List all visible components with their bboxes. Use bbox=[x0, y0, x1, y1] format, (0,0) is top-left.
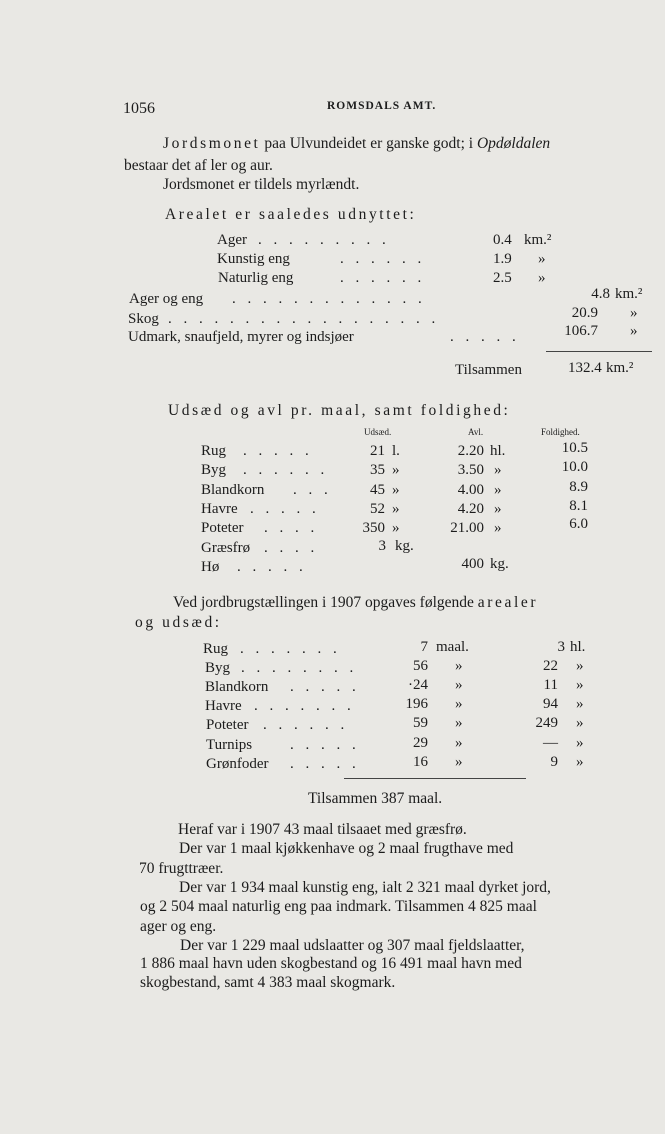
seed-avl-unit: » bbox=[494, 482, 502, 498]
intro-paragraph-2: Jordsmonet er tildels myrlændt. bbox=[163, 176, 360, 193]
census-maal: 7 bbox=[420, 639, 428, 655]
seed-fold: 10.5 bbox=[561, 440, 588, 456]
seed-label: Poteter bbox=[201, 520, 244, 536]
closing-line: skogbestand, samt 4 383 maal skogmark. bbox=[140, 974, 396, 991]
seed-udsaed: 52 bbox=[370, 501, 385, 517]
seed-avl-unit: kg. bbox=[490, 556, 509, 572]
leader-dots: . . . . . bbox=[237, 559, 307, 575]
census-hl: 22 bbox=[543, 658, 558, 674]
census-maal-unit: » bbox=[455, 696, 463, 712]
census-total-rule bbox=[344, 778, 526, 779]
leader-dots: . . . . . bbox=[290, 737, 360, 753]
area-unit: » bbox=[630, 305, 638, 321]
census-maal: 59 bbox=[413, 715, 428, 731]
census-text: Ved jordbrugstællingen i 1907 opgaves følgende bbox=[173, 594, 474, 611]
census-hl: 9 bbox=[550, 754, 558, 770]
seed-udsaed: 35 bbox=[370, 462, 385, 478]
area-sub-value: 1.9 bbox=[493, 251, 512, 267]
seed-avl: 4.00 bbox=[457, 482, 484, 498]
seed-label: Hø bbox=[201, 559, 220, 575]
leader-dots: . . . . . . bbox=[340, 251, 426, 267]
area-value: 106.7 bbox=[564, 323, 598, 339]
seed-avl-unit: » bbox=[494, 501, 502, 517]
area-total-label: Tilsammen bbox=[455, 362, 522, 378]
area-heading: Arealet er saaledes udnyttet: bbox=[165, 206, 417, 223]
closing-line: Der var 1 229 maal udslaatter og 307 maal fjeldslaatter, bbox=[180, 937, 525, 954]
seed-udsaed-unit: » bbox=[392, 482, 400, 498]
census-maal: 196 bbox=[405, 696, 428, 712]
census-label: Rug bbox=[203, 641, 229, 657]
area-total-unit: km.² bbox=[606, 360, 634, 376]
area-sub-value: 2.5 bbox=[493, 270, 512, 286]
leader-dots: . . . . . bbox=[450, 329, 520, 345]
census-maal: 16 bbox=[413, 754, 428, 770]
closing-line: Heraf var i 1907 43 maal tilsaaet med græsfrø. bbox=[178, 821, 467, 838]
page-number: 1056 bbox=[123, 100, 155, 117]
census-line-2: og udsæd: bbox=[135, 614, 222, 631]
intro-spaced-word: Jordsmonet bbox=[163, 135, 261, 152]
seed-avl-unit: hl. bbox=[490, 443, 506, 459]
seed-udsaed: 21 bbox=[370, 443, 385, 459]
seed-udsaed: 3 bbox=[378, 538, 386, 554]
leader-dots: . . . . . bbox=[290, 756, 360, 772]
leader-dots: . . . . . . bbox=[263, 717, 349, 733]
census-hl: 3 bbox=[557, 639, 565, 655]
census-maal-unit: » bbox=[455, 715, 463, 731]
seed-udsaed: 45 bbox=[370, 482, 385, 498]
seed-avl: 21.00 bbox=[450, 520, 484, 536]
leader-dots: . . . . . . . bbox=[240, 641, 341, 657]
census-label: Grønfoder bbox=[206, 756, 269, 772]
seed-avl-unit: » bbox=[494, 462, 502, 478]
census-hl-unit: » bbox=[576, 696, 584, 712]
seed-label: Havre bbox=[201, 501, 238, 517]
seed-avl: 3.50 bbox=[457, 462, 484, 478]
census-label: Havre bbox=[205, 698, 242, 714]
area-sub-label: Kunstig eng bbox=[217, 251, 290, 267]
leader-dots: . . . . . . bbox=[243, 462, 329, 478]
seed-label: Blandkorn bbox=[201, 482, 265, 498]
census-hl-unit: » bbox=[576, 677, 584, 693]
seed-udsaed: 350 bbox=[362, 520, 385, 536]
col-header-avl: Avl. bbox=[468, 427, 484, 437]
census-maal-unit: » bbox=[455, 658, 463, 674]
census-hl-unit: » bbox=[576, 715, 584, 731]
total-rule bbox=[546, 351, 652, 352]
leader-dots: . . . . . . . . . bbox=[258, 232, 390, 248]
seed-avl: 4.20 bbox=[457, 501, 484, 517]
census-hl-unit: » bbox=[576, 658, 584, 674]
census-hl: 249 bbox=[535, 715, 558, 731]
col-header-udsaed: Udsæd. bbox=[364, 427, 392, 437]
census-total: Tilsammen 387 maal. bbox=[308, 790, 443, 807]
leader-dots: . . . . . bbox=[250, 501, 320, 517]
leader-dots: . . . . . bbox=[243, 443, 313, 459]
seed-fold: 8.9 bbox=[569, 479, 588, 495]
leader-dots: . . . . bbox=[264, 540, 319, 556]
seed-avl: 400 bbox=[461, 556, 484, 572]
area-sub-label: Ager bbox=[217, 232, 247, 248]
seed-heading: Udsæd og avl pr. maal, samt foldighed: bbox=[168, 402, 511, 419]
leader-dots: . . . . . . . . bbox=[241, 660, 358, 676]
leader-dots: . . . bbox=[293, 482, 332, 498]
census-maal-unit: » bbox=[455, 735, 463, 751]
closing-line: Der var 1 maal kjøkkenhave og 2 maal frugthave med bbox=[179, 840, 514, 857]
closing-line: Der var 1 934 maal kunstig eng, ialt 2 321 maal dyrket jord, bbox=[179, 879, 551, 896]
census-label: Poteter bbox=[206, 717, 249, 733]
area-sub-value: 0.4 bbox=[493, 232, 512, 248]
closing-line: og 2 504 maal naturlig eng paa indmark. Tilsammen 4 825 maal bbox=[140, 898, 537, 915]
seed-udsaed-unit: l. bbox=[392, 443, 400, 459]
area-sub-unit: » bbox=[538, 270, 546, 286]
census-maal: 56 bbox=[413, 658, 428, 674]
census-spaced-word: arealer bbox=[477, 594, 539, 611]
seed-avl: 2.20 bbox=[457, 443, 484, 459]
census-maal: 29 bbox=[413, 735, 428, 751]
seed-label: Rug bbox=[201, 443, 227, 459]
census-hl-unit: » bbox=[576, 735, 584, 751]
col-header-foldighed: Foldighed. bbox=[541, 427, 580, 437]
area-unit: » bbox=[630, 323, 638, 339]
area-value: 4.8 bbox=[591, 286, 610, 302]
intro-line-2: bestaar det af ler og aur. bbox=[124, 157, 273, 174]
area-total-value: 132.4 bbox=[568, 360, 602, 376]
seed-udsaed-unit: » bbox=[392, 501, 400, 517]
closing-line: 1 886 maal havn uden skogbestand og 16 491 maal havn med bbox=[140, 955, 522, 972]
seed-udsaed-unit: kg. bbox=[395, 538, 414, 554]
area-label: Ager og eng bbox=[129, 291, 204, 307]
area-label: Udmark, snaufjeld, myrer og indsjøer bbox=[128, 329, 354, 345]
closing-line: 70 frugttræer. bbox=[139, 860, 224, 877]
leader-dots: . . . . . . . . . . . . . . . . . . bbox=[168, 311, 440, 327]
leader-dots: . . . . bbox=[264, 520, 319, 536]
seed-udsaed-unit: » bbox=[392, 520, 400, 536]
seed-fold: 10.0 bbox=[561, 459, 588, 475]
census-maal-unit: » bbox=[455, 754, 463, 770]
area-sub-label: Naturlig eng bbox=[218, 270, 294, 286]
leader-dots: . . . . . . . bbox=[254, 698, 355, 714]
census-label: Blandkorn bbox=[205, 679, 269, 695]
closing-line: ager og eng. bbox=[140, 918, 217, 935]
census-maal-unit: » bbox=[455, 677, 463, 693]
seed-fold: 6.0 bbox=[569, 516, 588, 532]
area-value: 20.9 bbox=[571, 305, 598, 321]
seed-avl-unit: » bbox=[494, 520, 502, 536]
census-hl: 11 bbox=[543, 677, 558, 693]
leader-dots: . . . . . . . . . . . . . bbox=[232, 291, 426, 307]
census-hl: — bbox=[543, 735, 558, 751]
leader-dots: . . . . . bbox=[290, 679, 360, 695]
leader-dots: . . . . . . bbox=[340, 270, 426, 286]
census-label: Turnips bbox=[206, 737, 253, 753]
area-label: Skog bbox=[128, 311, 159, 327]
census-maal: ·24 bbox=[408, 677, 428, 693]
area-sub-unit: km.² bbox=[524, 232, 552, 248]
census-hl-unit: » bbox=[576, 754, 584, 770]
census-maal-unit: maal. bbox=[436, 639, 469, 655]
census-label: Byg bbox=[205, 660, 231, 676]
area-sub-unit: » bbox=[538, 251, 546, 267]
seed-label: Byg bbox=[201, 462, 227, 478]
intro-place: Opdøldalen bbox=[476, 135, 551, 152]
area-unit: km.² bbox=[615, 286, 643, 302]
census-line-1 bbox=[173, 594, 538, 612]
census-hl: 94 bbox=[543, 696, 558, 712]
census-hl-unit: hl. bbox=[570, 639, 586, 655]
intro-text: paa Ulvundeidet er ganske godt; i bbox=[264, 135, 474, 152]
intro-line-1 bbox=[163, 135, 550, 153]
seed-udsaed-unit: » bbox=[392, 462, 400, 478]
seed-fold: 8.1 bbox=[569, 498, 588, 514]
running-title: ROMSDALS AMT. bbox=[327, 100, 437, 112]
seed-label: Græsfrø bbox=[201, 540, 251, 556]
